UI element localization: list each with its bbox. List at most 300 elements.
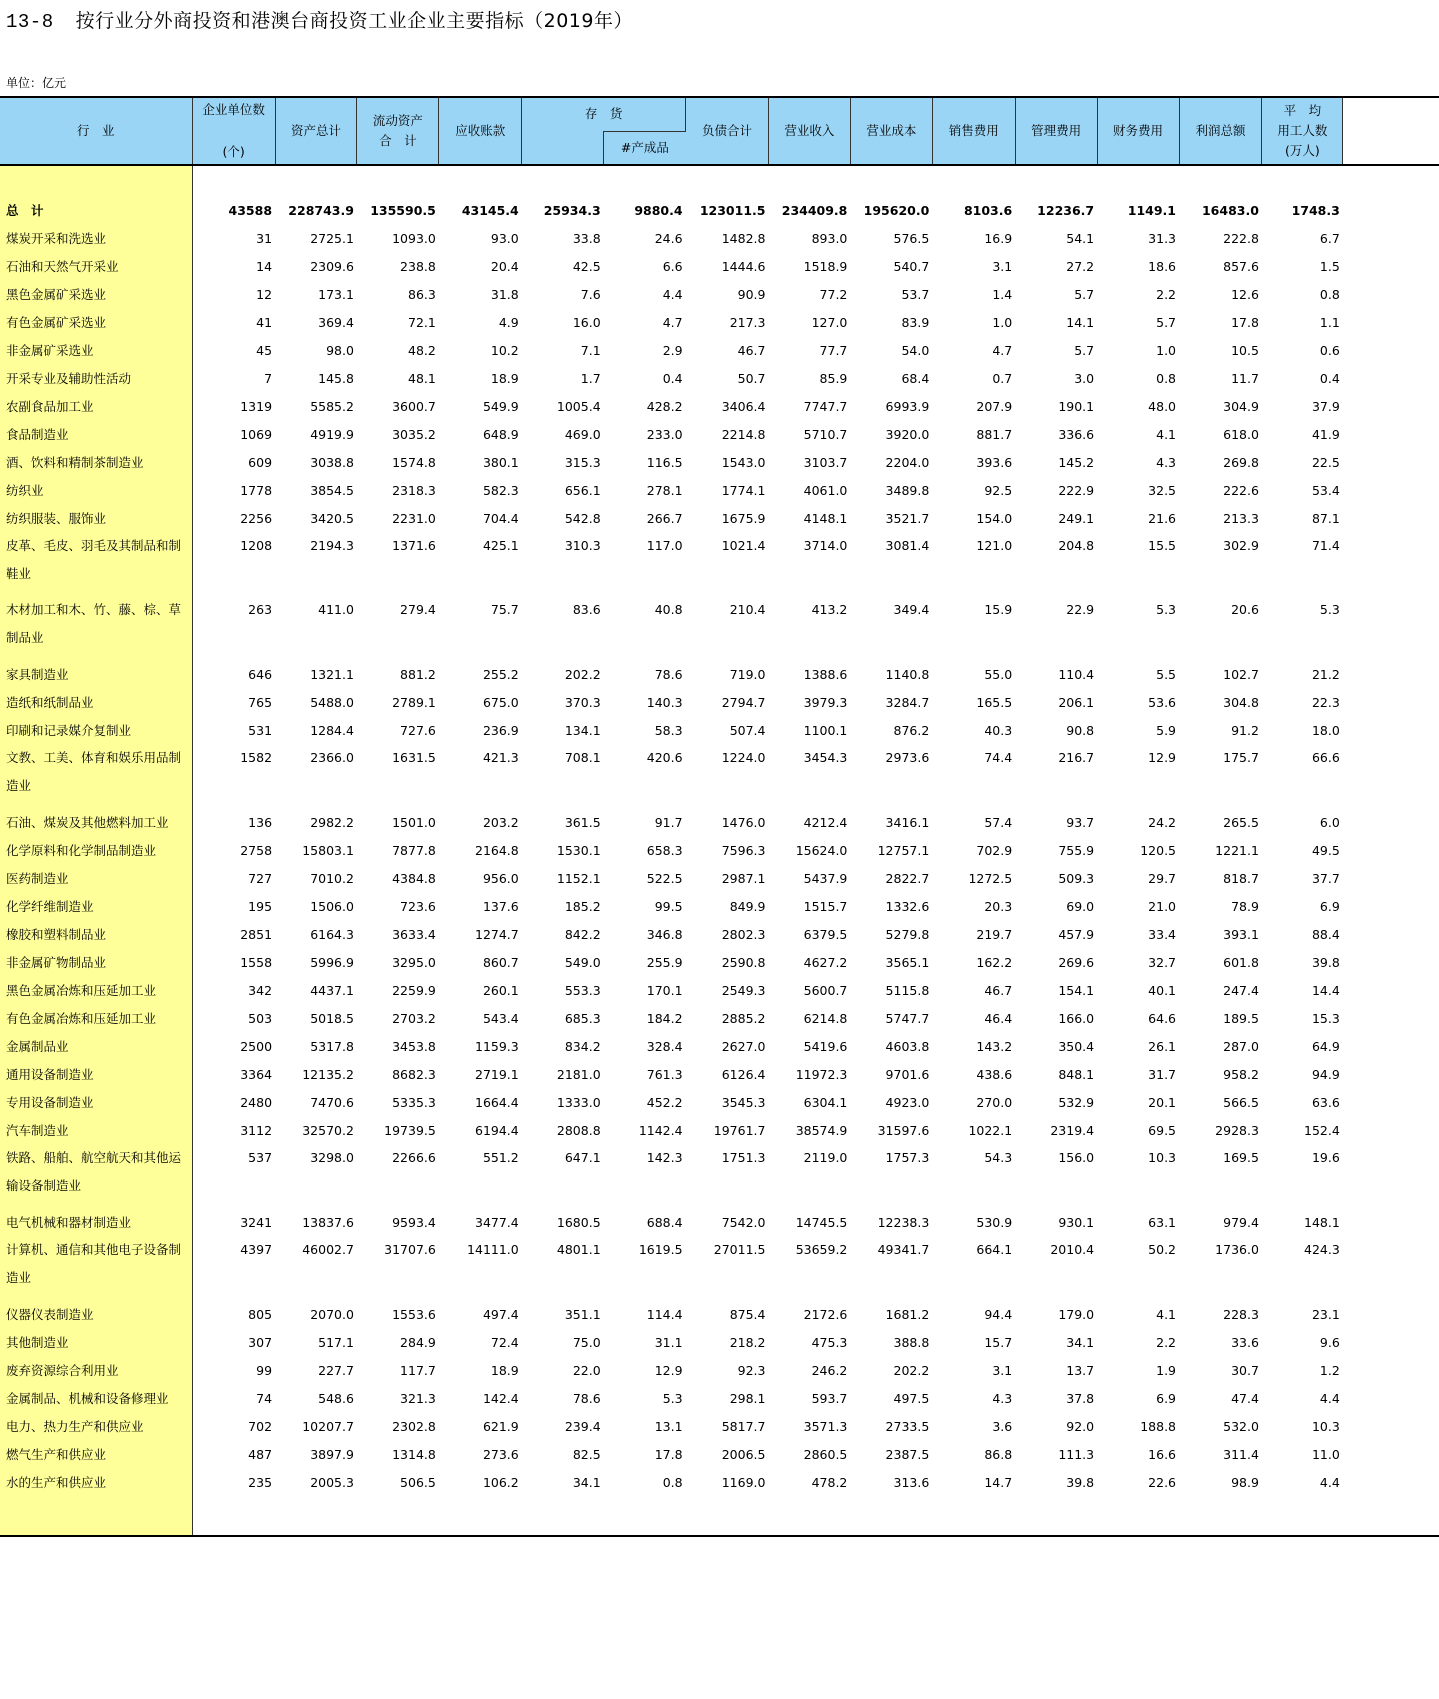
value-cell: 593.7 xyxy=(811,1390,848,1406)
industry-name: 开采专业及辅助性活动 xyxy=(0,364,192,392)
value-cell: 218.2 xyxy=(729,1334,766,1350)
value-cell: 5488.0 xyxy=(310,694,354,710)
blank-cell xyxy=(1343,1088,1439,1116)
value-cell: 31707.6 xyxy=(384,1242,436,1257)
value-cell: 3477.4 xyxy=(475,1214,519,1230)
value-cell: 94.4 xyxy=(984,1306,1013,1322)
blank-cell xyxy=(1343,196,1439,224)
value-cell: 425.1 xyxy=(482,538,519,553)
value-cell: 12.9 xyxy=(1148,750,1177,765)
value-cell: 3298.0 xyxy=(310,1150,354,1165)
value-cell: 34.1 xyxy=(572,1474,601,1490)
value-cell: 156.0 xyxy=(1058,1150,1095,1165)
value-cell: 609 xyxy=(248,454,273,470)
value-cell: 310.3 xyxy=(564,538,601,553)
value-cell: 2319.4 xyxy=(1050,1122,1095,1138)
value-cell: 551.2 xyxy=(482,1150,519,1165)
value-cell: 29.7 xyxy=(1148,870,1177,886)
value-cell: 74 xyxy=(256,1390,273,1406)
value-cell: 69.5 xyxy=(1148,1122,1177,1138)
value-cell: 189.5 xyxy=(1223,1010,1259,1026)
value-cell: 543.4 xyxy=(482,1010,519,1026)
blank-cell xyxy=(1343,1300,1439,1328)
value-cell: 1.0 xyxy=(992,314,1013,330)
value-cell: 22.3 xyxy=(1311,694,1340,710)
value-cell: 43588 xyxy=(228,202,273,218)
value-cell: 166.0 xyxy=(1058,1010,1095,1026)
spacer-cell xyxy=(192,1496,1439,1536)
value-cell: 12135.2 xyxy=(302,1066,354,1082)
table-row xyxy=(0,1116,1439,1144)
blank-cell xyxy=(1343,280,1439,308)
value-cell: 4603.8 xyxy=(885,1038,930,1054)
value-cell: 2010.4 xyxy=(1050,1242,1095,1257)
value-cell: 22.0 xyxy=(572,1362,601,1378)
value-cell: 206.1 xyxy=(1058,694,1095,710)
value-cell: 7747.7 xyxy=(803,398,848,414)
value-cell: 5710.7 xyxy=(803,426,848,442)
value-cell: 2500 xyxy=(240,1038,273,1054)
value-cell: 834.2 xyxy=(564,1038,601,1054)
value-cell: 6379.5 xyxy=(803,926,848,942)
value-cell: 219.7 xyxy=(976,926,1013,942)
value-cell: 57.4 xyxy=(984,814,1013,830)
value-cell: 142.4 xyxy=(482,1390,519,1406)
value-cell: 4148.1 xyxy=(803,510,848,526)
value-cell: 1319 xyxy=(240,398,273,414)
value-cell: 43145.4 xyxy=(461,202,519,218)
value-cell: 576.5 xyxy=(893,230,930,246)
value-cell: 92.5 xyxy=(984,482,1013,498)
value-cell: 475.3 xyxy=(811,1334,848,1350)
value-cell: 10.2 xyxy=(490,342,519,358)
value-cell: 227.7 xyxy=(318,1362,354,1378)
industry-name: 非金属矿物制品业 xyxy=(0,948,192,976)
value-cell: 222.8 xyxy=(1223,230,1259,246)
value-cell: 2719.1 xyxy=(475,1066,519,1082)
value-cell: 3038.8 xyxy=(310,454,354,470)
value-cell: 3241 xyxy=(240,1214,273,1230)
value-cell: 18.9 xyxy=(490,1362,519,1378)
value-cell: 179.0 xyxy=(1058,1306,1095,1322)
value-cell: 127.0 xyxy=(811,314,848,330)
value-cell: 4.3 xyxy=(992,1390,1013,1406)
value-cell: 121.0 xyxy=(976,538,1013,553)
industry-name: 食品制造业 xyxy=(0,420,192,448)
value-cell: 2256 xyxy=(240,510,273,526)
value-cell: 2802.3 xyxy=(721,926,766,942)
value-cell: 1169.0 xyxy=(721,1474,766,1490)
table-row xyxy=(0,1060,1439,1088)
value-cell: 2590.8 xyxy=(721,954,766,970)
blank-cell xyxy=(1343,420,1439,448)
value-cell: 54.3 xyxy=(984,1150,1013,1165)
value-cell: 260.1 xyxy=(482,982,519,998)
value-cell: 145.8 xyxy=(318,370,354,386)
value-cell: 265.5 xyxy=(1223,814,1259,830)
value-cell: 849.9 xyxy=(729,898,766,914)
value-cell: 71.4 xyxy=(1311,538,1340,553)
industry-name: 其他制造业 xyxy=(0,1328,192,1356)
blank-cell xyxy=(1343,920,1439,948)
industry-name: 黑色金属矿采选业 xyxy=(0,280,192,308)
value-cell: 20.1 xyxy=(1148,1094,1177,1110)
value-cell: 3489.8 xyxy=(885,482,930,498)
value-cell: 1543.0 xyxy=(721,454,766,470)
value-cell: 2758 xyxy=(240,842,273,858)
value-cell: 145.2 xyxy=(1058,454,1095,470)
value-cell: 93.0 xyxy=(490,230,519,246)
value-cell: 185.2 xyxy=(564,898,601,914)
value-cell: 37.7 xyxy=(1311,870,1340,886)
value-cell: 77.2 xyxy=(819,286,848,302)
table-row xyxy=(0,504,1439,532)
industry-name: 煤炭开采和洗选业 xyxy=(0,224,192,252)
value-cell: 704.4 xyxy=(482,510,519,526)
value-cell: 266.7 xyxy=(646,510,683,526)
blank-cell xyxy=(1343,1208,1439,1236)
value-cell: 5.3 xyxy=(1156,602,1177,617)
blank-cell xyxy=(1343,1328,1439,1356)
value-cell: 46002.7 xyxy=(302,1242,354,1257)
value-cell: 1.0 xyxy=(1156,342,1177,358)
value-cell: 21.6 xyxy=(1148,510,1177,526)
header-receivables: 应收账款 xyxy=(439,97,522,165)
value-cell: 83.6 xyxy=(572,602,601,617)
industry-name: 有色金属矿采选业 xyxy=(0,308,192,336)
blank-cell xyxy=(1343,1412,1439,1440)
value-cell: 3081.4 xyxy=(885,538,930,553)
value-cell: 1.5 xyxy=(1319,258,1340,274)
value-cell: 582.3 xyxy=(482,482,519,498)
total-row xyxy=(0,196,1439,224)
value-cell: 278.1 xyxy=(646,482,683,498)
value-cell: 1757.3 xyxy=(885,1150,930,1165)
value-cell: 5747.7 xyxy=(885,1010,930,1026)
value-cell: 11.7 xyxy=(1231,370,1259,386)
value-cell: 2549.3 xyxy=(721,982,766,998)
value-cell: 63.1 xyxy=(1148,1214,1177,1230)
value-cell: 69.0 xyxy=(1066,898,1095,914)
value-cell: 19.6 xyxy=(1311,1150,1340,1165)
value-cell: 117.0 xyxy=(646,538,683,553)
value-cell: 702.9 xyxy=(976,842,1013,858)
value-cell: 1748.3 xyxy=(1291,202,1340,218)
blank-cell xyxy=(1343,1440,1439,1468)
value-cell: 120.5 xyxy=(1140,842,1177,858)
value-cell: 6.9 xyxy=(1319,898,1340,914)
value-cell: 723.6 xyxy=(400,898,436,914)
value-cell: 6304.1 xyxy=(803,1094,848,1110)
value-cell: 4.7 xyxy=(662,314,683,330)
value-cell: 48.1 xyxy=(408,370,436,386)
value-cell: 46.4 xyxy=(984,1010,1013,1026)
value-cell: 31.3 xyxy=(1148,230,1177,246)
blank-cell xyxy=(1343,948,1439,976)
value-cell: 4.4 xyxy=(662,286,683,302)
industry-name: 计算机、通信和其他电子设备制造业 xyxy=(0,1236,192,1300)
industry-name: 木材加工和木、竹、藤、棕、草制品业 xyxy=(0,596,192,660)
value-cell: 15.7 xyxy=(984,1334,1013,1350)
value-cell: 3.1 xyxy=(992,258,1013,274)
value-cell: 6194.4 xyxy=(475,1122,519,1138)
value-cell: 517.1 xyxy=(318,1334,354,1350)
value-cell: 321.3 xyxy=(400,1390,436,1406)
table-row xyxy=(0,1088,1439,1116)
value-cell: 1506.0 xyxy=(310,898,354,914)
value-cell: 6993.9 xyxy=(885,398,930,414)
industry-name: 皮革、毛皮、羽毛及其制品和制鞋业 xyxy=(0,532,192,596)
value-cell: 18.9 xyxy=(490,370,519,386)
header-revenue: 营业收入 xyxy=(768,97,850,165)
value-cell: 469.0 xyxy=(564,426,601,442)
value-cell: 2231.0 xyxy=(392,510,436,526)
blank-cell xyxy=(1343,1004,1439,1032)
value-cell: 31 xyxy=(256,230,273,246)
value-cell: 37.8 xyxy=(1066,1390,1095,1406)
value-cell: 478.2 xyxy=(811,1474,848,1490)
value-cell: 263 xyxy=(248,602,273,617)
header-units: 企业单位数 (个) xyxy=(192,97,275,165)
value-cell: 16.0 xyxy=(572,314,601,330)
value-cell: 1005.4 xyxy=(556,398,601,414)
industry-name: 汽车制造业 xyxy=(0,1116,192,1144)
value-cell: 14.1 xyxy=(1066,314,1095,330)
value-cell: 6.9 xyxy=(1156,1390,1177,1406)
value-cell: 5817.7 xyxy=(721,1418,766,1434)
industry-name: 通用设备制造业 xyxy=(0,1060,192,1088)
value-cell: 53.6 xyxy=(1148,694,1177,710)
blank-cell xyxy=(1343,688,1439,716)
value-cell: 143.2 xyxy=(976,1038,1013,1054)
value-cell: 12.6 xyxy=(1231,286,1259,302)
value-cell: 22.5 xyxy=(1311,454,1340,470)
value-cell: 1093.0 xyxy=(392,230,436,246)
value-cell: 78.9 xyxy=(1231,898,1259,914)
blank-cell xyxy=(1343,252,1439,280)
value-cell: 369.4 xyxy=(318,314,354,330)
indicators-table xyxy=(0,96,1439,1537)
value-cell: 411.0 xyxy=(318,602,354,617)
value-cell: 20.4 xyxy=(490,258,519,274)
value-cell: 1681.2 xyxy=(885,1306,930,1322)
value-cell: 1021.4 xyxy=(721,538,766,553)
value-cell: 50.2 xyxy=(1148,1242,1177,1257)
value-cell: 3416.1 xyxy=(885,814,930,830)
table-row xyxy=(0,448,1439,476)
value-cell: 8103.6 xyxy=(963,202,1013,218)
value-cell: 2214.8 xyxy=(721,426,766,442)
value-cell: 842.2 xyxy=(564,926,601,942)
value-cell: 19739.5 xyxy=(384,1122,436,1138)
value-cell: 688.4 xyxy=(646,1214,683,1230)
value-cell: 216.7 xyxy=(1058,750,1095,765)
value-cell: 195620.0 xyxy=(863,202,930,218)
blank-cell xyxy=(1343,1356,1439,1384)
value-cell: 2204.0 xyxy=(885,454,930,470)
value-cell: 553.3 xyxy=(564,982,601,998)
value-cell: 2.2 xyxy=(1156,1334,1177,1350)
value-cell: 3103.7 xyxy=(803,454,848,470)
value-cell: 10.5 xyxy=(1231,342,1259,358)
value-cell: 75.7 xyxy=(490,602,519,617)
value-cell: 48.2 xyxy=(408,342,436,358)
spacer-cell xyxy=(0,165,192,196)
value-cell: 106.2 xyxy=(482,1474,519,1490)
value-cell: 7542.0 xyxy=(721,1214,766,1230)
value-cell: 23.1 xyxy=(1311,1306,1340,1322)
value-cell: 98.9 xyxy=(1231,1474,1259,1490)
value-cell: 0.8 xyxy=(1156,370,1177,386)
table-title-text: 按行业分外商投资和港澳台商投资工业企业主要指标（2019年） xyxy=(75,10,633,32)
blank-cell xyxy=(1343,1116,1439,1144)
header-industry: 行 业 xyxy=(0,97,192,165)
industry-name: 黑色金属冶炼和压延加工业 xyxy=(0,976,192,1004)
value-cell: 421.3 xyxy=(482,750,519,765)
value-cell: 20.3 xyxy=(984,898,1013,914)
value-cell: 190.1 xyxy=(1058,398,1095,414)
value-cell: 6214.8 xyxy=(803,1010,848,1026)
value-cell: 3714.0 xyxy=(803,538,848,553)
spacer-cell xyxy=(0,1496,192,1536)
value-cell: 14745.5 xyxy=(795,1214,848,1230)
value-cell: 255.2 xyxy=(482,666,519,682)
value-cell: 876.2 xyxy=(893,722,930,738)
industry-name: 医药制造业 xyxy=(0,864,192,892)
value-cell: 222.9 xyxy=(1058,482,1095,498)
value-cell: 12757.1 xyxy=(877,842,930,858)
value-cell: 204.8 xyxy=(1058,538,1095,553)
value-cell: 74.4 xyxy=(984,750,1013,765)
value-cell: 647.1 xyxy=(564,1150,601,1165)
value-cell: 457.9 xyxy=(1058,926,1095,942)
industry-name: 纺织服装、服饰业 xyxy=(0,504,192,532)
value-cell: 1159.3 xyxy=(475,1038,519,1054)
value-cell: 137.6 xyxy=(482,898,519,914)
industry-name: 金属制品业 xyxy=(0,1032,192,1060)
blank-cell xyxy=(1343,224,1439,252)
value-cell: 40.8 xyxy=(654,602,683,617)
blank-cell xyxy=(1343,892,1439,920)
value-cell: 222.6 xyxy=(1223,482,1259,498)
value-cell: 77.7 xyxy=(819,342,848,358)
value-cell: 49341.7 xyxy=(877,1242,930,1257)
value-cell: 4.7 xyxy=(992,342,1013,358)
industry-name: 非金属矿采选业 xyxy=(0,336,192,364)
value-cell: 2172.6 xyxy=(803,1306,848,1322)
table-row xyxy=(0,744,1439,808)
value-cell: 1778 xyxy=(240,482,273,498)
value-cell: 2860.5 xyxy=(803,1446,848,1462)
value-cell: 53.4 xyxy=(1311,482,1340,498)
value-cell: 270.0 xyxy=(976,1094,1013,1110)
industry-name: 文教、工美、体育和娱乐用品制造业 xyxy=(0,744,192,808)
value-cell: 342 xyxy=(248,982,273,998)
value-cell: 64.9 xyxy=(1311,1038,1340,1054)
value-cell: 393.6 xyxy=(976,454,1013,470)
value-cell: 549.0 xyxy=(564,954,601,970)
value-cell: 92.0 xyxy=(1066,1418,1095,1434)
blank-cell xyxy=(1343,364,1439,392)
value-cell: 2181.0 xyxy=(556,1066,601,1082)
value-cell: 255.9 xyxy=(646,954,683,970)
value-cell: 14.7 xyxy=(984,1474,1013,1490)
blank-cell xyxy=(1343,808,1439,836)
value-cell: 25934.3 xyxy=(543,202,601,218)
table-row xyxy=(0,1236,1439,1300)
value-cell: 48.0 xyxy=(1148,398,1177,414)
value-cell: 16.9 xyxy=(984,230,1013,246)
table-row xyxy=(0,892,1439,920)
blank-cell xyxy=(1343,532,1439,596)
value-cell: 0.8 xyxy=(662,1474,683,1490)
value-cell: 142.3 xyxy=(646,1150,683,1165)
value-cell: 4397 xyxy=(240,1242,273,1257)
industry-name: 总 计 xyxy=(0,196,192,224)
value-cell: 31.8 xyxy=(490,286,519,302)
table-row xyxy=(0,1440,1439,1468)
value-cell: 217.3 xyxy=(729,314,766,330)
table-row xyxy=(0,596,1439,660)
value-cell: 1631.5 xyxy=(392,750,436,765)
table-number: 13-8 xyxy=(6,11,54,33)
value-cell: 63.6 xyxy=(1311,1094,1340,1110)
blank-cell xyxy=(1343,476,1439,504)
header-blank xyxy=(1343,97,1439,165)
table-row xyxy=(0,976,1439,1004)
value-cell: 420.6 xyxy=(646,750,683,765)
value-cell: 165.5 xyxy=(976,694,1013,710)
value-cell: 41.9 xyxy=(1311,426,1340,442)
value-cell: 110.4 xyxy=(1058,666,1095,682)
value-cell: 349.4 xyxy=(893,602,930,617)
value-cell: 234409.8 xyxy=(781,202,848,218)
value-cell: 658.3 xyxy=(646,842,683,858)
table-row xyxy=(0,1412,1439,1440)
value-cell: 1553.6 xyxy=(392,1306,436,1322)
value-cell: 45 xyxy=(256,342,273,358)
value-cell: 2794.7 xyxy=(721,694,766,710)
value-cell: 2302.8 xyxy=(392,1418,436,1434)
table-row xyxy=(0,1144,1439,1208)
table-row xyxy=(0,1328,1439,1356)
value-cell: 566.5 xyxy=(1223,1094,1259,1110)
value-cell: 428.2 xyxy=(646,398,683,414)
value-cell: 284.9 xyxy=(400,1334,436,1350)
value-cell: 805 xyxy=(248,1306,273,1322)
value-cell: 656.1 xyxy=(564,482,601,498)
value-cell: 50.7 xyxy=(737,370,766,386)
value-cell: 1476.0 xyxy=(721,814,766,830)
value-cell: 2005.3 xyxy=(310,1474,354,1490)
value-cell: 5585.2 xyxy=(310,398,354,414)
industry-name: 农副食品加工业 xyxy=(0,392,192,420)
value-cell: 4.4 xyxy=(1319,1474,1340,1490)
value-cell: 32.7 xyxy=(1148,954,1177,970)
blank-cell xyxy=(1343,504,1439,532)
industry-name: 印刷和记录媒介复制业 xyxy=(0,716,192,744)
value-cell: 12238.3 xyxy=(877,1214,930,1230)
value-cell: 4.9 xyxy=(498,314,519,330)
value-cell: 1069 xyxy=(240,426,273,442)
value-cell: 54.1 xyxy=(1066,230,1095,246)
value-cell: 648.9 xyxy=(482,426,519,442)
value-cell: 3035.2 xyxy=(392,426,436,442)
industry-name: 电气机械和器材制造业 xyxy=(0,1208,192,1236)
header-admin-expense: 管理费用 xyxy=(1015,97,1097,165)
value-cell: 1224.0 xyxy=(721,750,766,765)
value-cell: 33.8 xyxy=(572,230,601,246)
